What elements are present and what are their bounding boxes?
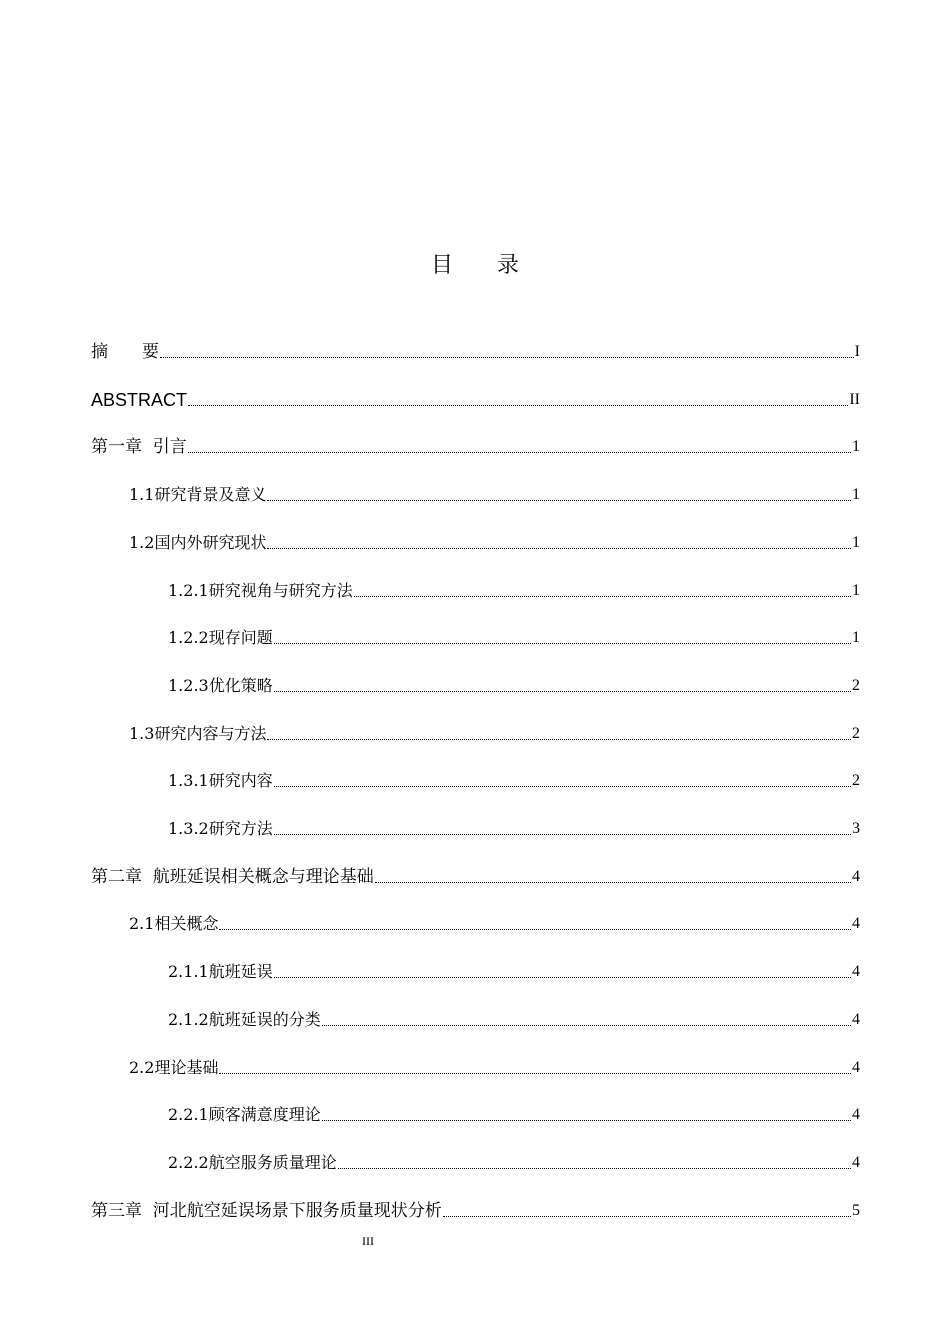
toc-entry-page-number: 5 xyxy=(852,1201,860,1219)
toc-entry-page-number: 2 xyxy=(852,676,860,694)
toc-entry[interactable] xyxy=(129,910,860,934)
toc-dot-leader xyxy=(274,976,851,978)
toc-entry-label: 2.1.1航班延误 xyxy=(168,962,273,982)
toc-dot-leader xyxy=(274,690,851,692)
toc-entry[interactable] xyxy=(91,338,860,362)
toc-dot-leader xyxy=(322,1119,851,1121)
toc-entry-label: 1.2国内外研究现状 xyxy=(129,532,267,552)
toc-entry-label: 1.1研究背景及意义 xyxy=(129,485,267,505)
toc-entry[interactable] xyxy=(168,577,860,601)
toc-entry-page-number: 4 xyxy=(852,867,860,885)
toc-entry-page-number: 4 xyxy=(852,1106,860,1124)
toc-entry-page-number: 4 xyxy=(852,1058,860,1076)
toc-entry-label: 2.2.1顾客满意度理论 xyxy=(168,1105,321,1125)
toc-dot-leader xyxy=(267,499,851,501)
toc-entry-page-number: I xyxy=(854,343,860,360)
toc-entry-page-number: 4 xyxy=(852,1153,860,1171)
toc-entry-page-number: 4 xyxy=(852,915,860,933)
toc-dot-leader xyxy=(354,595,851,597)
toc-entry-label: 1.2.3优化策略 xyxy=(168,675,273,695)
toc-entry[interactable] xyxy=(129,1054,860,1078)
toc-dot-leader xyxy=(188,451,851,453)
toc-entry[interactable] xyxy=(168,767,860,791)
toc-dot-leader xyxy=(267,547,851,549)
toc-entry-label: 第一章 引言 xyxy=(91,437,187,458)
toc-entry[interactable] xyxy=(168,1101,860,1125)
toc-entry[interactable] xyxy=(91,386,860,410)
toc-entry-page-number: 2 xyxy=(852,724,860,742)
toc-entry-label: 1.3研究内容与方法 xyxy=(129,723,267,743)
toc-dot-leader xyxy=(274,833,851,835)
toc-entry[interactable] xyxy=(91,863,860,887)
toc-entry-label: 2.2理论基础 xyxy=(129,1057,219,1077)
toc-entry-page-number: 1 xyxy=(852,629,860,647)
toc-entry[interactable] xyxy=(168,958,860,982)
toc-entry-label: 1.3.1研究内容 xyxy=(168,771,273,791)
toc-entry[interactable] xyxy=(168,1149,860,1173)
toc-dot-leader xyxy=(338,1167,851,1169)
toc-entry-label: 1.3.2研究方法 xyxy=(168,819,273,838)
toc-entry-page-number: 2 xyxy=(852,772,860,790)
toc-dot-leader xyxy=(274,642,851,644)
toc-entry-page-number: 4 xyxy=(852,963,860,981)
toc-entry-label: 2.2.2航空服务质量理论 xyxy=(168,1152,337,1172)
page-number-footer: III xyxy=(362,1234,374,1248)
toc-entry-page-number: 1 xyxy=(852,533,860,551)
toc-dot-leader xyxy=(267,738,851,740)
toc-entry[interactable] xyxy=(168,1006,860,1030)
toc-dot-leader xyxy=(274,785,851,787)
toc-dot-leader xyxy=(219,928,851,930)
toc-entry-label: 2.1相关概念 xyxy=(129,914,219,934)
toc-title-char-1: 目 xyxy=(430,253,453,278)
toc-entry-page-number: 4 xyxy=(852,1010,860,1028)
toc-entry[interactable] xyxy=(168,815,860,839)
toc-entry[interactable] xyxy=(168,624,860,648)
toc-entry-page-number: II xyxy=(849,390,860,408)
toc-entry-label: 2.1.2航班延误的分类 xyxy=(168,1009,321,1029)
toc-dot-leader xyxy=(188,404,848,406)
toc-entry-label: 摘 要 xyxy=(91,342,159,362)
toc-entry[interactable] xyxy=(168,672,860,696)
toc-entry-page-number: 1 xyxy=(852,486,860,504)
toc-entry-page-number: 1 xyxy=(852,581,860,599)
toc-entry[interactable] xyxy=(91,433,860,457)
toc-dot-leader xyxy=(160,356,854,358)
toc-entry-label: 第三章 河北航空延误场景下服务质量现状分析 xyxy=(91,1200,442,1221)
toc-entry[interactable] xyxy=(91,1197,860,1221)
toc-entry[interactable] xyxy=(129,481,860,505)
toc-entry-label: 1.2.2现存问题 xyxy=(168,628,273,648)
toc-dot-leader xyxy=(322,1024,851,1026)
toc-entry-page-number: 3 xyxy=(852,820,860,837)
toc-entry[interactable] xyxy=(129,720,860,744)
toc-dot-leader xyxy=(443,1215,851,1217)
toc-entry[interactable] xyxy=(129,529,860,553)
toc-entry-page-number: 1 xyxy=(852,438,860,456)
toc-title-char-2: 录 xyxy=(497,253,520,278)
toc-dot-leader xyxy=(219,1072,851,1074)
toc-title xyxy=(0,248,950,279)
toc-entry-label: 第二章 航班延误相关概念与理论基础 xyxy=(91,866,374,887)
toc-dot-leader xyxy=(375,881,851,883)
toc-entry-label: ABSTRACT xyxy=(91,389,188,410)
toc-entry-label: 1.2.1研究视角与研究方法 xyxy=(168,580,353,600)
